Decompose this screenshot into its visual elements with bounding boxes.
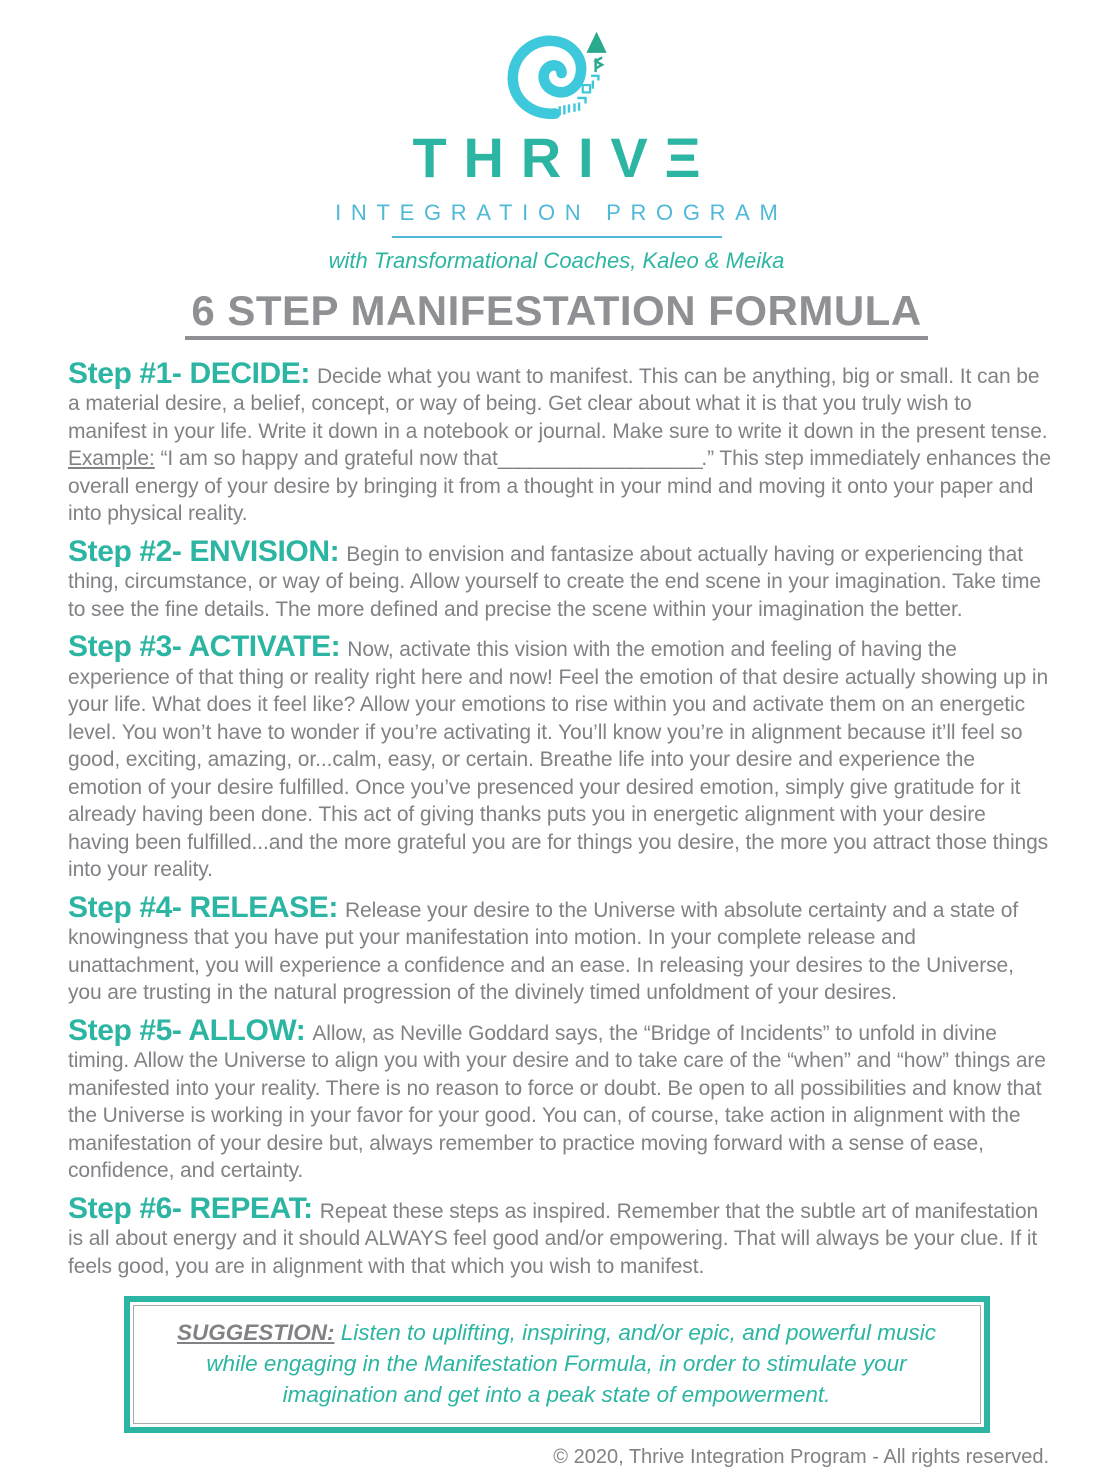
step-4-heading: Step #4- RELEASE:	[68, 890, 338, 924]
page-title-row	[0, 286, 1113, 340]
step-1-body-mid: “I am so happy and grateful now that	[154, 447, 498, 471]
thrive-spiral-logo-icon	[499, 28, 615, 120]
footer-copyright: © 2020, Thrive Integration Program - All rights reserved.	[553, 1446, 1049, 1469]
step-5-body: Allow, as Neville Goddard says, the “Bridge of Incidents” to unfold in divine timing. Allow the Universe to align you with your desire and to take care of the “when” and “how” things are manifested into your reality. There is no reason to force or doubt. Be open to all possibilities and know that the Universe is working in your favor for your good. You can, of course, take action in alignment with the manifestation of your desire but, always remember to practice moving forward with a sense of ease, confidence, and certainty.	[68, 1021, 1046, 1183]
step-paragraph-3	[68, 630, 1051, 884]
zigzag-mark	[595, 57, 601, 72]
fill-in-blank: ____________________	[497, 447, 702, 471]
suggestion-label: SUGGESTION:	[176, 1320, 335, 1346]
tribal-marks-upper	[591, 76, 598, 89]
step-1-example-label: Example:	[68, 447, 155, 471]
tribal-square	[582, 85, 589, 92]
step-4-body: Release your desire to the Universe with absolute certainty and a state of knowingness that you have put your manifestation into motion. In your complete release and unattachment, you will experience a confidence and an ease. In releasing your desires to the Universe, you are trusting in the natural progression of the divinely timed unfoldment of your desires.	[68, 898, 1019, 1005]
step-6-heading: Step #6- REPEAT:	[68, 1191, 313, 1225]
steps-section	[0, 340, 1113, 1281]
step-1-heading: Step #1- DECIDE:	[68, 356, 310, 390]
step-2-heading: Step #2- ENVISION:	[68, 534, 340, 568]
step-paragraph-4	[68, 890, 1051, 1007]
suggestion-box-inner	[133, 1305, 981, 1424]
suggestion-box	[124, 1296, 990, 1433]
step-1-body-post: .” This step immediately enhances the overall energy of your desire by bringing it from a thought in your mind and moving it onto your paper and into physical reality.	[68, 447, 1051, 526]
logo-wordmark: THRIVΞ	[412, 126, 718, 189]
program-name: INTEGRATION PROGRAM	[335, 199, 788, 225]
logo-tagline: with Transformational Coaches, Kaleo & Meika	[328, 247, 785, 273]
triangle-mark	[586, 32, 606, 53]
suggestion-text: Listen to uplifting, inspiring, and/or epic, and powerful music while engaging in the Manifestation Formula, in order to stimulate your imagination and get into a peak state of empowerment.	[206, 1320, 937, 1408]
tribal-marks	[574, 98, 585, 112]
logo-container	[0, 28, 1113, 125]
step-1-body-pre: Decide what you want to manifest. This can be anything, big or small. It can be a material desire, a belief, concept, or way of being. Get clear about what it is that you truly wish to manifest in your life. Write it down in a notebook or journal. Make sure to write it down in the present tense.	[68, 364, 1048, 443]
step-5-heading: Step #5- ALLOW:	[68, 1013, 306, 1047]
step-3-body: Now, activate this vision with the emotion and feeling of having the experience of that thing or reality right here and now! Feel the emotion of that desire actually showing up in your life. What does it feel like? Allow your emotions to rise within you and activate them on an energetic level. You won’t have to wonder if you’re activating it. You’ll know you’re in alignment because it’ll feel so good, exciting, amazing, or...calm, easy, or certain. Breathe life into your desire and experience the emotion of your desire fulfilled. Once you’ve presenced your desired emotion, simply give gratitude for it already having been done. This act of giving thanks puts you in energetic alignment with your desire having been fulfilled...and the more grateful you are for things you desire, the more you attract those things into your reality.	[68, 638, 1049, 882]
step-paragraph-5	[68, 1013, 1051, 1185]
page-title: 6 STEP MANIFESTATION FORMULA	[185, 289, 927, 340]
step-3-heading: Step #3- ACTIVATE:	[68, 630, 341, 664]
step-paragraph-6	[68, 1191, 1051, 1281]
spiral-shape	[512, 41, 580, 114]
step-2-body: Begin to envision and fantasize about actually having or experiencing that thing, circumstance, or way of being. Allow yourself to create the end scene in your imagination. Take time to see the fine details. The more defined and precise the scene within your imagination the better.	[68, 542, 1041, 621]
step-paragraph-2	[68, 534, 1051, 624]
tail-comb-marks	[559, 104, 568, 115]
step-6-body: Repeat these steps as inspired. Remember that the subtle art of manifestation is all about energy and it should ALWAYS feel good and/or empowering. That will always be your clue. If it feels good, you are in alignment with that which you wish to manifest.	[68, 1199, 1039, 1278]
step-paragraph-1	[68, 356, 1051, 528]
program-underline-divider	[392, 236, 722, 238]
